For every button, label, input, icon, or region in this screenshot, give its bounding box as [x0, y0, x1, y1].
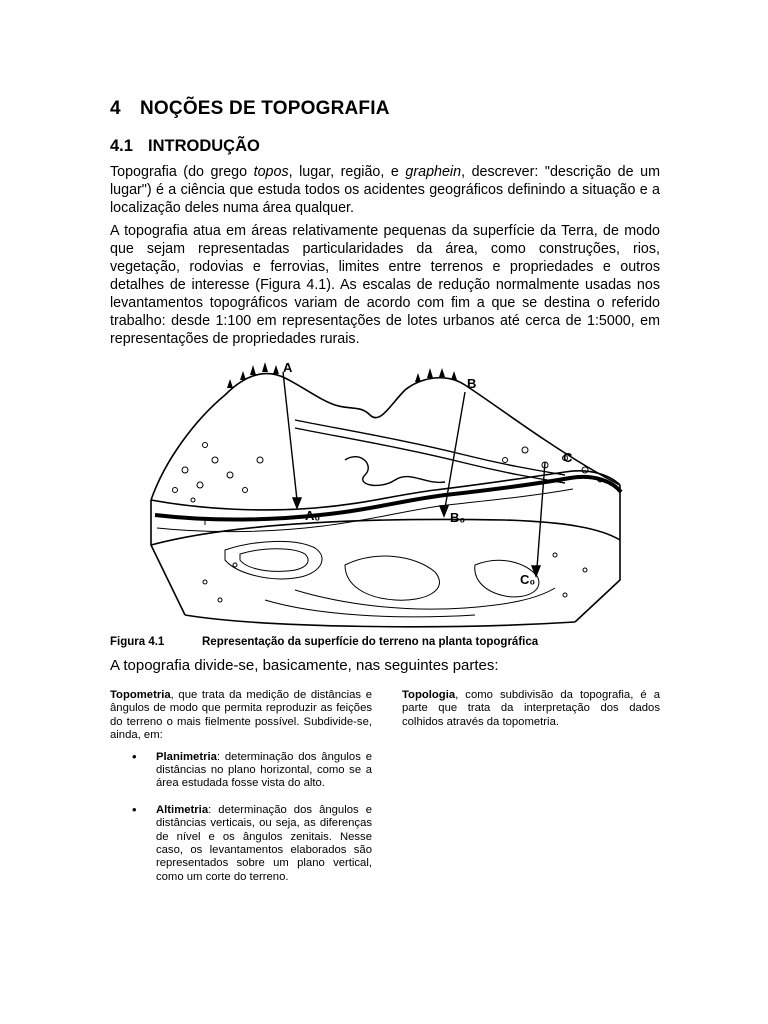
river-line [345, 457, 445, 486]
chapter-heading [110, 98, 390, 120]
terrain-block-diagram [145, 350, 625, 630]
intro-text-1: Topografia (do grego [110, 164, 254, 180]
divisions-intro: A topografia divide-se, basicamente, nas seguintes partes: [110, 657, 499, 674]
topometria-subdivisions [110, 748, 372, 885]
figure-caption [110, 636, 538, 648]
term-graphein: graphein [405, 164, 462, 180]
bullet-icon: • [132, 801, 137, 817]
section-number: 4.1 [110, 137, 133, 155]
term-topometria: Topometria [110, 689, 171, 701]
chapter-title: NOÇÕES DE TOPOGRAFIA [140, 98, 390, 119]
section-title: INTRODUÇÃO [148, 137, 260, 155]
planimetria-text: : determinação dos ângulos e distâncias no plano horizontal, como se a área estudada fosse vista do alto. [156, 750, 372, 790]
point-label-a: A [283, 360, 293, 375]
intro-text-2: , lugar, região, e [288, 164, 406, 180]
list-item-planimetria [110, 748, 372, 791]
topometria-paragraph [110, 689, 372, 743]
base-plane [185, 615, 575, 627]
projection-line-a [283, 372, 297, 500]
base-plane-back [151, 519, 620, 545]
point-label-b: B [467, 376, 477, 391]
list-item-altimetria [110, 801, 372, 884]
left-column [110, 689, 372, 897]
chapter-number: 4 [110, 98, 121, 119]
right-column [402, 689, 660, 729]
topologia-text: , como subdivisão da topografia, é a parte que trata da interpretação dos dados colhidos através da topometria. [402, 689, 660, 728]
projection-line-b [445, 392, 465, 508]
bullet-icon: • [132, 748, 137, 764]
point-label-b0: B₀ [450, 510, 466, 525]
intro-text-3: , descrever: "descrição de um lugar") é a ciência que estuda todos os acidentes geográficos definindo a situação e a localização deles numa área qualquer. [110, 164, 660, 216]
intro-paragraph [110, 163, 660, 217]
point-label-a0: A₀ [305, 508, 321, 523]
section-heading [110, 137, 260, 156]
topometria-text: , que trata da medição de distâncias e ângulos de modo que permita reproduzir as feições do terreno o mais fielmente possível. Subdivide-se, ainda, em: [110, 689, 372, 742]
topologia-paragraph [402, 689, 660, 729]
term-planimetria: Planimetria [156, 750, 217, 763]
term-altimetria: Altimetria [156, 803, 209, 816]
block-right-side [575, 485, 620, 622]
altimetria-text: : determinação dos ângulos e distâncias verticais, ou seja, as diferenças de nível e os ângulos zenitais. Nesse caso, os levantamentos elaborados são representados sobre um plano vertical, como um corte do terreno. [156, 803, 372, 883]
term-topos: topos [253, 164, 289, 180]
scope-paragraph: A topografia atua em áreas relativamente pequenas da superfície da Terra, de modo que sejam representadas particularidades da área, como construções, rios, vegetação, rodovias e ferrovias, limites entre terrenos e propriedades e outros detalhes de interesse (Figura 4.1). As escalas de redução normalmente usadas nos levantamentos topográficos variam de acordo com fim a que se destina o referido trabalho: desde 1:100 em representações de lotes urbanos até cerca de 1:5000, em representações de propriedades rurais. [110, 223, 660, 347]
figure-caption-text: Representação da superfície do terreno na planta topográfica [202, 636, 539, 648]
point-label-c0: C₀ [520, 572, 536, 587]
point-label-c: C [563, 450, 573, 465]
figure-caption-label: Figura 4.1 [110, 636, 165, 648]
term-topologia: Topologia [402, 689, 456, 701]
